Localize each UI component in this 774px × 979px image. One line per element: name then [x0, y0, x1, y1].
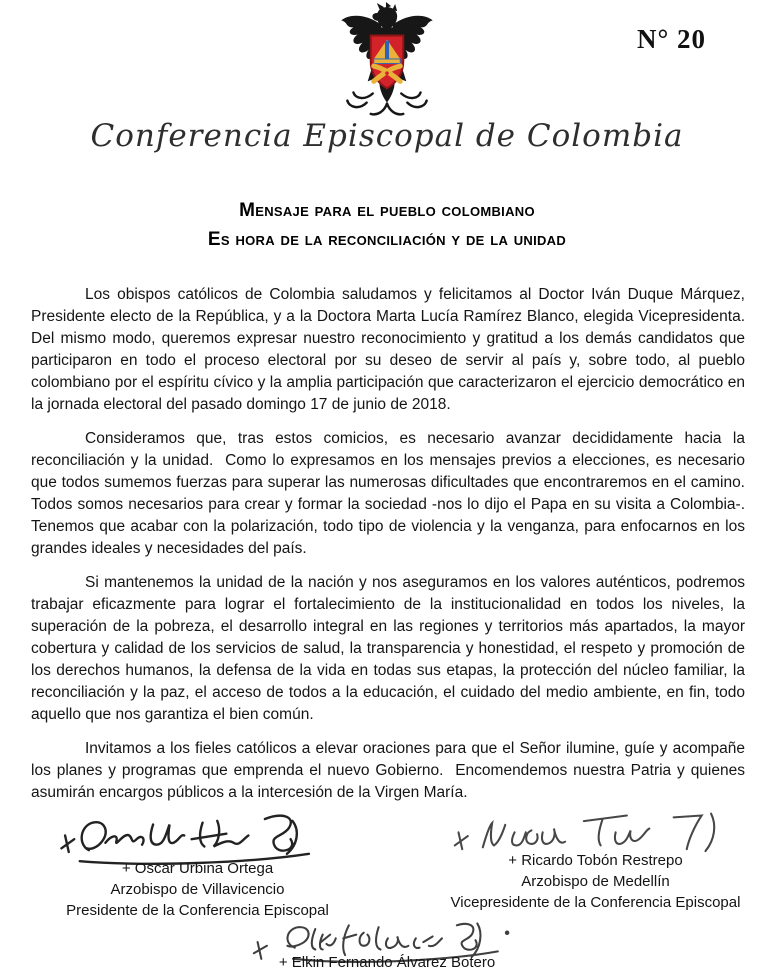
signature-block-vicepresident — [387, 808, 774, 921]
episcopal-coat-of-arms-icon — [326, 2, 448, 122]
signature-block-secretary — [0, 916, 774, 973]
signature-row — [0, 808, 774, 921]
letter-title — [0, 196, 774, 254]
document-number: N° 20 — [636, 24, 706, 54]
signer-role: Presidente de la Conferencia Episcopal — [66, 902, 329, 919]
paragraph-reconciliation: Consideramos que, tras estos comicios, es necesario avanzar decididamente hacia la reconciliación y la unidad. Como lo expresamos en los mensajes previos a elecciones, es necesario que todos sumemos fuerzas para superar las numerosas dificultades que encontraremos en el camino. Todos somos necesarios para crear y formar la sociedad -nos lo dijo el Papa en su visita a Colombia-. Tenemos que acabar con la polarización, todo tipo de violencia y la venganza, para enfocarnos en los grandes ideales y necesidades del país. — [31, 430, 754, 557]
signer-name: + Ricardo Tobón Restrepo — [508, 852, 683, 869]
paragraph-values: Si mantenemos la unidad de la nación y nos aseguramos en los valores auténticos, podremos trabajar eficazmente para lograr el fortalecimiento de la institucionalidad en todos los niveles, la superación de la pobreza, el desarrollo integral en las regiones y territorios más apartados, la mayor cobertura y calidad de los servicios de salud, la transparencia y honestidad, el respeto y promoción de los derechos humanos, la defensa de la vida en todas sus etapas, la protección del núcleo familiar, la reconciliación y la paz, el acceso de todos a la educación, el cuidado del medio ambiente, en fin, todo aquello que nos garantiza el bien común. — [31, 574, 750, 723]
signer-name: + Oscar Urbina Ortega — [121, 860, 274, 877]
signer-role: Arzobispo de Villavicencio — [110, 881, 285, 898]
signer-role: Vicepresidente de la Conferencia Episcopal — [450, 894, 741, 911]
paragraph-invitation: Invitamos a los fieles católicos a elevar oraciones para que el Señor ilumine, guíe y acompañe los planes y programas que emprenda el nuevo Gobierno. Encomendemos nuestra Patria y quienes asumirán encargos públicos a la intercesión de la Virgen María. — [31, 740, 750, 801]
title-line-1: Mensaje para el pueblo colombiano — [239, 200, 535, 221]
letter-body — [31, 284, 754, 816]
signer-name: + Elkin Fernando Álvarez Botero — [278, 954, 496, 971]
title-line-2: Es hora de la reconciliación y de la unidad — [207, 229, 567, 250]
signer-role: Arzobispo de Medellín — [521, 873, 670, 890]
paragraph-greeting: Los obispos católicos de Colombia saludamos y felicitamos al Doctor Iván Duque Márquez, Presidente electo de la República, y a la Doctora Marta Lucía Ramírez Blanco, elegida Vicepresidenta. Del mismo modo, queremos expresar nuestro reconocimiento y gratitud a los demás candidatos que participaron en todo el proceso electoral por su deseo de servir al país y, sobre todo, al pueblo colombiano por el espíritu cívico y la amplia participación que caracterizaron el ejercicio democrático en la jornada electoral del pasado domingo 17 de junio de 2018. — [31, 286, 754, 413]
organization-name: Conferencia Episcopal de Colombia — [90, 118, 684, 154]
signature-block-president — [0, 808, 387, 921]
